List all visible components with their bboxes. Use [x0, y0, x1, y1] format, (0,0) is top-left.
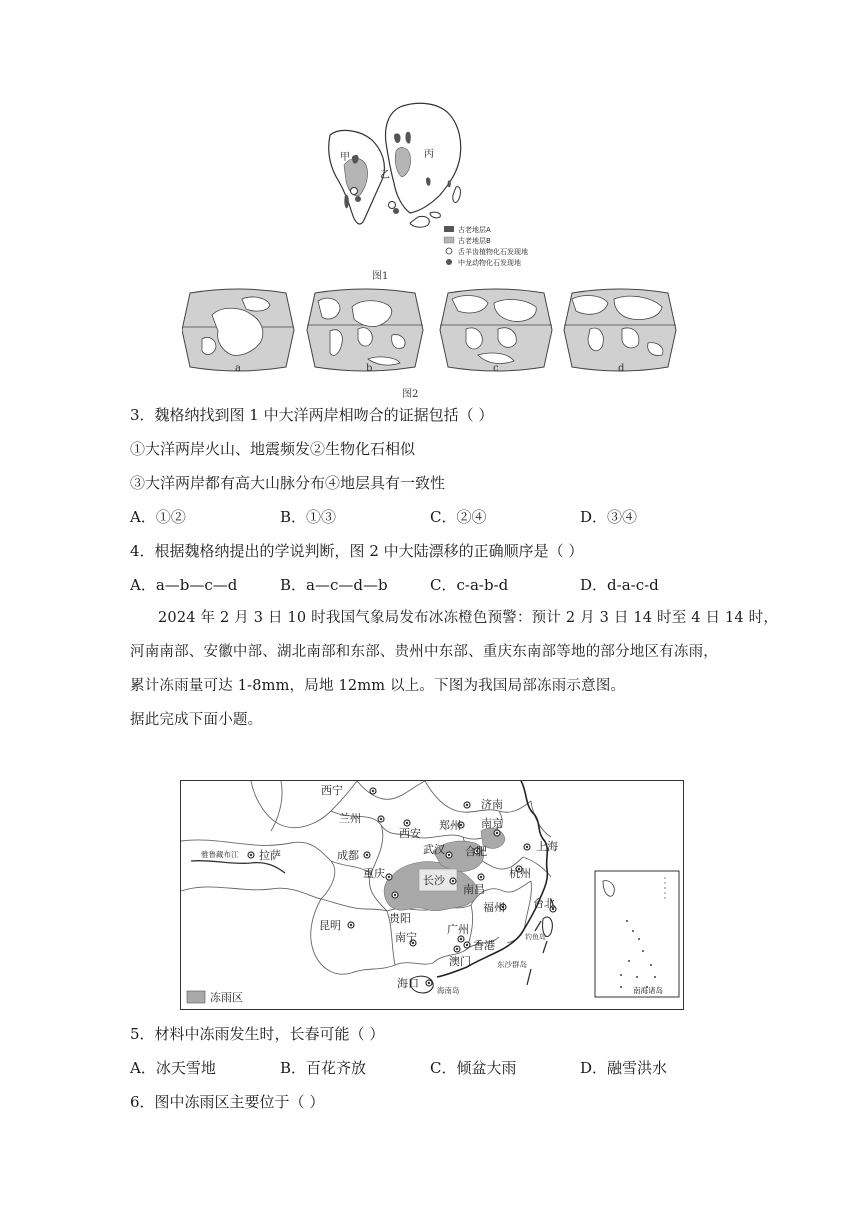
figure1-legend [444, 225, 528, 267]
city-label: 海口 [397, 977, 419, 990]
map-legend [187, 990, 243, 1004]
material-line2: 河南南部、安徽中部、湖北南部和东部、贵州中东部、重庆东南部等地的部分地区有冻雨， [130, 644, 718, 660]
city-label: 台北 [533, 897, 555, 910]
panel-c-label: c [493, 363, 499, 374]
label-bing: 丙 [424, 149, 434, 160]
nanhai-inset [595, 871, 679, 997]
q6-stem: 6．图中冻雨区主要位于（ ） [130, 1093, 325, 1111]
label-jia: 甲 [340, 152, 350, 163]
material-line1: 2024 年 2 月 3 日 10 时我国气象局发布冰冻橙色预警：预计 2 月 3 日 14 时至 4 日 14 时， [158, 610, 779, 626]
city-label: 福州 [483, 901, 505, 914]
hainan-label: 海南岛 [437, 986, 460, 995]
city-label: 长沙 [423, 874, 445, 887]
city-label: 重庆 [363, 867, 385, 880]
legend-label: 古老地层A [458, 226, 491, 234]
legend-freezing-rain: 冻雨区 [210, 991, 243, 1004]
city-label: 合肥 [465, 845, 487, 858]
q4-option-b[interactable]: B．a—c—d—b [280, 576, 388, 594]
q4-option-a[interactable]: A．a—b—c—d [130, 576, 238, 594]
map-svg [181, 781, 684, 1010]
legend-label: 舌羊齿植物化石发现地 [458, 248, 528, 256]
q5-option-a[interactable]: A．冰天雪地 [130, 1059, 216, 1077]
city-label: 西宁 [321, 784, 343, 797]
city-label: 南京 [481, 817, 503, 830]
panel-a-label: a [235, 363, 241, 374]
nanhai-label: 南海诸岛 [633, 986, 663, 995]
city-label: 西安 [399, 827, 421, 840]
q3-items-line1: ①大洋两岸火山、地震频发②生物化石相似 [130, 440, 416, 458]
dongsha-label: 东沙群岛 [497, 960, 527, 969]
q3-option-d[interactable]: D．③④ [580, 508, 638, 526]
legend-label: 中龙动物化石发现地 [458, 259, 521, 267]
q4-stem: 4．根据魏格纳提出的学说判断，图 2 中大陆漂移的正确顺序是（ ） [130, 542, 584, 560]
city-label: 上海 [536, 840, 558, 853]
material-line4: 据此完成下面小题。 [130, 712, 263, 728]
q3-option-c[interactable]: C．②④ [430, 508, 487, 526]
city-label: 香港 [473, 939, 495, 952]
freezing-rain-map [180, 780, 684, 1010]
city-label: 兰州 [339, 812, 361, 825]
city-label: 拉萨 [259, 849, 281, 862]
panel-b-map [307, 289, 423, 371]
city-label: 杭州 [509, 867, 531, 880]
q5-stem: 5．材料中冻雨发生时，长春可能（ ） [130, 1025, 385, 1043]
panel-d-map [564, 289, 676, 371]
sea-boundary-dashes [527, 899, 555, 985]
city-label: 贵阳 [389, 912, 411, 925]
figure-1 [300, 95, 560, 280]
city-label: 武汉 [423, 843, 445, 856]
drift-stages [182, 285, 682, 380]
material-line3: 累计冻雨量可达 1-8mm，局地 12mm 以上。下图为我国局部冻雨示意图。 [130, 678, 626, 694]
q4-option-d[interactable]: D．d-a-c-d [580, 576, 659, 594]
city-label: 成都 [337, 849, 359, 862]
q5-option-d[interactable]: D．融雪洪水 [580, 1059, 668, 1077]
continent-drift-map [300, 95, 560, 280]
city-label: 南宁 [395, 931, 417, 944]
city-label: 广州 [447, 923, 469, 936]
q4-option-c[interactable]: C．c-a-b-d [430, 576, 509, 594]
panel-b-label: b [366, 363, 373, 374]
city-label: 澳门 [449, 955, 471, 968]
q5-option-b[interactable]: B．百花齐放 [280, 1059, 367, 1077]
q5-option-c[interactable]: C．倾盆大雨 [430, 1059, 517, 1077]
figure2-caption: 图2 [402, 389, 419, 400]
panel-c-map [440, 289, 552, 371]
label-yi: 乙 [380, 170, 390, 181]
city-label: 郑州 [439, 819, 461, 832]
q3-option-a[interactable]: A．①② [130, 508, 186, 526]
city-label: 南昌 [463, 883, 485, 896]
q3-items-line2: ③大洋两岸都有高大山脉分布④地层具有一致性 [130, 474, 446, 492]
city-label: 昆明 [319, 919, 341, 932]
q3-stem: 3．魏格纳找到图 1 中大洋两岸相吻合的证据包括（ ） [130, 406, 494, 424]
panel-a-map [182, 289, 294, 371]
legend-label: 古老地层B [458, 237, 491, 245]
q3-option-b[interactable]: B．①③ [280, 508, 337, 526]
river-label: 雅鲁藏布江 [201, 850, 239, 859]
figure-2 [182, 285, 682, 400]
yarlung-river [191, 861, 285, 873]
diaoyu-label: 钓鱼岛 [525, 933, 546, 941]
panel-d-label: d [618, 363, 625, 374]
figure1-caption: 图1 [372, 271, 389, 282]
city-label: 济南 [481, 798, 503, 811]
